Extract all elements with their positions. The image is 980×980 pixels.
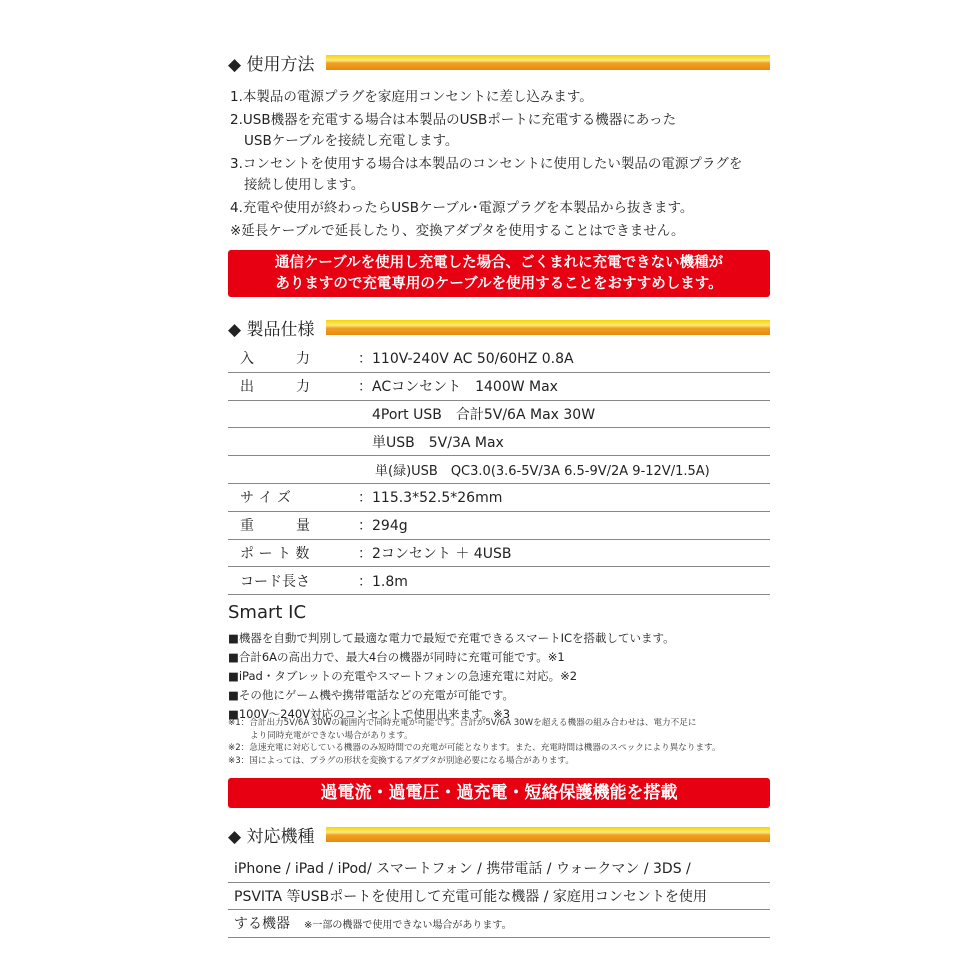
spec-value: ：2コンセント ＋ 4USB [358, 545, 512, 562]
section-title: ◆ 対応機種 [228, 826, 315, 847]
list-item: 1.本製品の電源プラグを家庭用コンセントに差し込みます。 [230, 89, 593, 105]
gradient-bar [326, 55, 770, 70]
compat-note: ※一部の機器で使用できない場合があります。 [304, 919, 512, 931]
protection-banner: 過電流・過電圧・過充電・短絡保護機能を搭載 [228, 778, 770, 808]
bullet-item: ■iPad・タブレットの充電やスマートフォンの急速充電に対応。※2 [228, 669, 578, 683]
warning-line: 通信ケーブルを使用し充電した場合、ごくまれに充電できない機種が [274, 255, 724, 271]
footnote: より同時充電ができない場合があります。 [250, 730, 413, 741]
spec-label: 入 力 [240, 351, 310, 368]
spec-row [228, 428, 770, 456]
spec-row [228, 512, 770, 540]
footnote: ※1：合計出力5V/6A 30Wの範囲内で同時充電が可能です。合計が5V/6A 30Wを超える機器の組み合わせは、電力不足に [228, 718, 697, 728]
usage-list [230, 87, 742, 244]
footnotes [228, 717, 721, 767]
spec-label: 出 力 [240, 379, 310, 396]
compat-table [228, 855, 770, 938]
compat-line: iPhone / iPad / iPod/ スマートフォン / 携帯電話 / ウォークマン / 3DS / [228, 855, 770, 883]
usage-header [228, 49, 770, 75]
spec-value: 4Port USB 合計5V/6A Max 30W [358, 406, 596, 423]
spec-row [228, 401, 770, 429]
spec-row [228, 456, 770, 484]
smart-ic-title: Smart IC [228, 602, 307, 623]
spec-label: ポ ー ト 数 [240, 545, 310, 562]
smart-ic-bullets [228, 629, 675, 724]
spec-row [228, 345, 770, 373]
bullet-item: ■機器を自動で判別して最適な電力で最短で充電できるスマートICを搭載しています。 [228, 631, 675, 645]
spec-header [228, 314, 770, 340]
spec-value: 単(緑)USB QC3.0(3.6-5V/3A 6.5-9V/2A 9-12V/1.5A) [362, 464, 710, 480]
spec-value: ：ACコンセント 1400W Max [358, 379, 558, 396]
spec-value: ：294g [358, 518, 408, 535]
compat-line [228, 910, 770, 938]
list-item: USBケーブルを接続し充電します。 [244, 133, 459, 149]
footnote: ※2：急速充電に対応している機器のみ短時間での充電が可能となります。また、充電時間は機器のスペックにより異なります。 [228, 743, 721, 753]
spec-table [228, 345, 770, 595]
gradient-bar [326, 827, 770, 842]
spec-row [228, 540, 770, 568]
compat-text: する機器 [234, 916, 290, 933]
list-item: 3.コンセントを使用する場合は本製品のコンセントに使用したい製品の電源プラグを [230, 156, 743, 172]
bullet-item: ■100V～240V対応のコンセントで使用出来ます。※3 [228, 707, 511, 721]
spec-label: サ イ ズ [240, 490, 291, 507]
footnote: ※3：国によっては、プラグの形状を変換するアダプタが別途必要になる場合があります。 [228, 755, 574, 766]
section-title: ◆ 使用方法 [228, 54, 315, 75]
spec-value: ：110V-240V AC 50/60HZ 0.8A [358, 351, 574, 368]
compat-line: PSVITA 等USBポートを使用して充電可能な機器 / 家庭用コンセントを使用 [228, 883, 770, 911]
list-item: 2.USB機器を充電する場合は本製品のUSBポートに充電する機器にあった [230, 112, 677, 128]
spec-value: 単USB 5V/3A Max [358, 434, 504, 451]
list-item: ※延長ケーブルで延長したり、変換アダプタを使用することはできません。 [230, 223, 685, 239]
bullet-item: ■その他にゲーム機や携帯電話などの充電が可能です。 [228, 688, 514, 702]
gradient-bar [326, 320, 770, 335]
spec-value: ：1.8m [358, 573, 408, 590]
spec-value: ：115.3*52.5*26mm [358, 490, 503, 507]
bullet-item: ■合計6Aの高出力で、最大4台の機器が同時に充電可能です。※1 [228, 650, 565, 664]
spec-label: 重 量 [240, 518, 310, 535]
list-item: 接続し使用します。 [244, 177, 365, 193]
warning-line: ありますので充電専用のケーブルを使用することをおすすめします。 [275, 276, 723, 292]
list-item: 4.充電や使用が終わったらUSBケーブル･電源プラグを本製品から抜きます。 [230, 200, 694, 216]
spec-row [228, 484, 770, 512]
spec-row [228, 567, 770, 595]
section-title: ◆ 製品仕様 [228, 319, 315, 340]
spec-label: コード長さ [240, 573, 310, 590]
cable-warning [228, 250, 770, 297]
spec-row [228, 373, 770, 401]
compat-header [228, 821, 770, 847]
